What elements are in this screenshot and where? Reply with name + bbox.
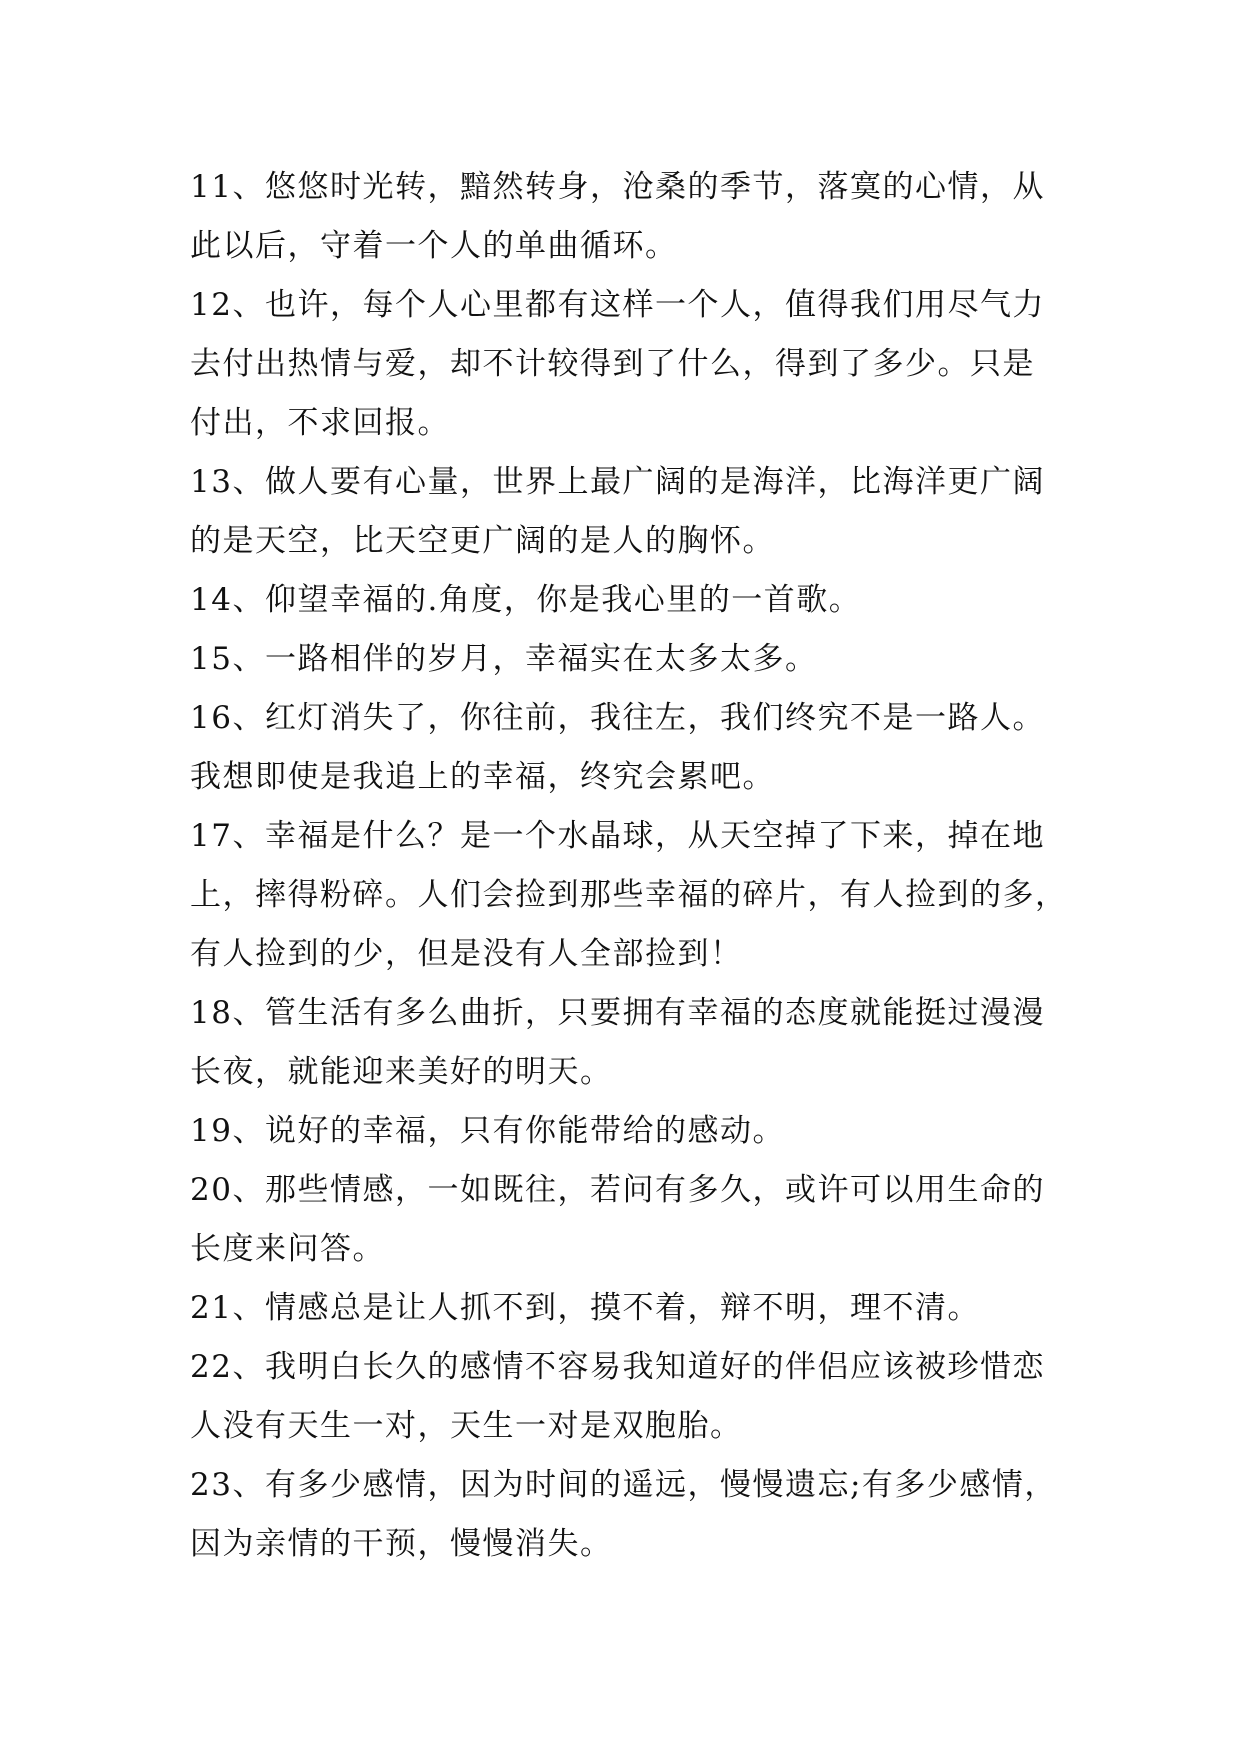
text-line: 16、红灯消失了，你往前，我往左，我们终究不是一路人。 [190,700,1045,736]
text-line: 我想即使是我追上的幸福，终究会累吧。 [190,759,775,795]
text-line: 13、做人要有心量，世界上最广阔的是海洋，比海洋更广阔 [190,464,1045,500]
text-line: 的是天空，比天空更广阔的是人的胸怀。 [190,523,775,559]
text-line: 17、幸福是什么？是一个水晶球，从天空掉了下来，掉在地 [190,818,1045,854]
text-line: 23、有多少感情，因为时间的遥远，慢慢遗忘;有多少感情， [190,1467,1057,1503]
text-line: 上，摔得粉碎。人们会捡到那些幸福的碎片，有人捡到的多， [190,877,1068,913]
text-line: 12、也许，每个人心里都有这样一个人，值得我们用尽气力 [190,287,1045,323]
text-line: 长度来问答。 [190,1231,385,1267]
text-line: 因为亲情的干预，慢慢消失。 [190,1526,613,1562]
text-line: 11、悠悠时光转，黯然转身，沧桑的季节，落寞的心情，从 [190,169,1045,205]
text-line: 付出，不求回报。 [190,405,450,441]
text-line: 15、一路相伴的岁月，幸福实在太多太多。 [190,641,818,677]
text-line: 此以后，守着一个人的单曲循环。 [190,228,678,264]
text-line: 20、那些情感，一如既往，若问有多久，或许可以用生命的 [190,1172,1045,1208]
text-line: 19、说好的幸福，只有你能带给的感动。 [190,1113,785,1149]
text-line: 去付出热情与爱，却不计较得到了什么，得到了多少。只是 [190,346,1035,382]
document-body [190,158,1070,1574]
text-line: 有人捡到的少，但是没有人全部捡到！ [190,936,743,972]
text-line: 人没有天生一对，天生一对是双胞胎。 [190,1408,743,1444]
text-line: 14、仰望幸福的.角度，你是我心里的一首歌。 [190,582,862,618]
text-line: 21、情感总是让人抓不到，摸不着，辩不明，理不清。 [190,1290,980,1326]
text-line: 长夜，就能迎来美好的明天。 [190,1054,613,1090]
text-line: 18、管生活有多么曲折，只要拥有幸福的态度就能挺过漫漫 [190,995,1045,1031]
text-line: 22、我明白长久的感情不容易我知道好的伴侣应该被珍惜恋 [190,1349,1045,1385]
